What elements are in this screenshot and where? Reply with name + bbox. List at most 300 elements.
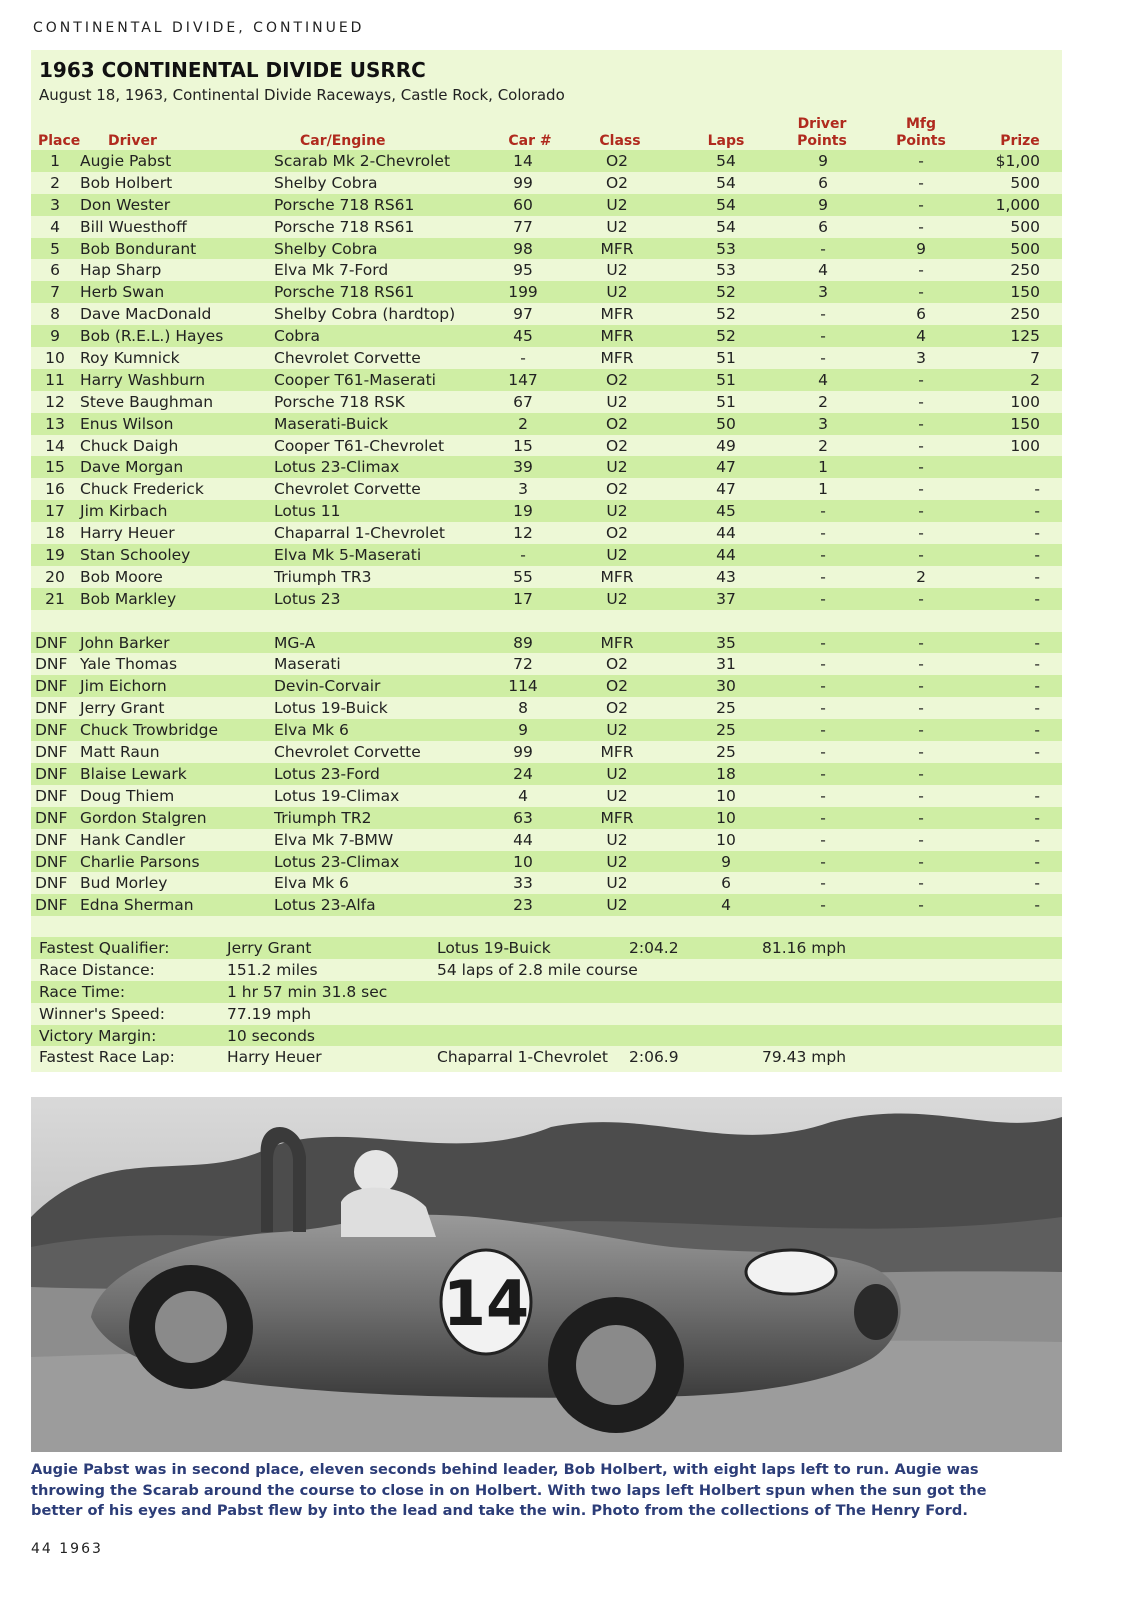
stat-car: Lotus 19-Buick	[437, 939, 551, 957]
class-cell: U2	[606, 852, 628, 871]
place-cell: 14	[45, 436, 65, 455]
table-row	[31, 281, 1062, 303]
car-number-cell: 15	[513, 436, 533, 455]
header-prize: Prize	[1000, 133, 1040, 149]
driver-cell: Steve Baughman	[80, 392, 214, 411]
car-engine-cell: Chevrolet Corvette	[274, 743, 421, 762]
car-engine-cell: Lotus 19-Climax	[274, 786, 400, 805]
stat-label: Winner's Speed:	[39, 1004, 165, 1023]
car-number-cell: 33	[513, 874, 533, 893]
car-engine-cell: Porsche 718 RS61	[274, 217, 415, 236]
mfg-points-cell: -	[918, 392, 924, 411]
class-cell: U2	[606, 830, 628, 849]
driver-points-cell: 4	[818, 261, 828, 280]
driver-points-cell: 1	[818, 480, 828, 499]
driver-points-cell: -	[820, 721, 826, 740]
laps-cell: 54	[716, 173, 736, 192]
car-number-cell: 147	[508, 370, 538, 389]
car-engine-cell: Triumph TR2	[274, 808, 372, 827]
driver-cell: Charlie Parsons	[80, 852, 200, 871]
laps-cell: 10	[716, 808, 736, 827]
driver-cell: Hank Candler	[80, 830, 186, 849]
prize-cell: -	[1034, 677, 1040, 696]
place-cell: 7	[50, 283, 60, 302]
car-number-cell: 44	[513, 830, 533, 849]
car-engine-cell: Cooper T61-Chevrolet	[274, 436, 445, 455]
prize-cell: 500	[1010, 173, 1040, 192]
place-cell: 4	[50, 217, 60, 236]
place-cell: DNF	[35, 633, 68, 652]
prize-cell: -	[1034, 546, 1040, 565]
place-cell: 13	[45, 414, 65, 433]
class-cell: O2	[605, 480, 629, 499]
driver-cell: Doug Thiem	[80, 786, 175, 805]
driver-points-cell: -	[820, 524, 826, 543]
stat-row	[31, 1025, 1062, 1047]
car-engine-cell: Scarab Mk 2-Chevrolet	[274, 152, 451, 170]
prize-cell: -	[1034, 699, 1040, 718]
mfg-points-cell: -	[918, 808, 924, 827]
driver-points-cell: 2	[818, 392, 828, 411]
class-cell: MFR	[600, 305, 634, 324]
car-number-cell: 114	[508, 677, 538, 696]
class-cell: O2	[605, 370, 629, 389]
car-engine-cell: MG-A	[274, 633, 316, 652]
table-row	[31, 632, 1062, 654]
prize-cell: -	[1034, 567, 1040, 586]
prize-cell: 2	[1030, 370, 1040, 389]
driver-cell: Don Wester	[80, 195, 171, 214]
driver-points-cell: -	[820, 502, 826, 521]
car-engine-cell: Lotus 23-Ford	[274, 764, 380, 783]
driver-cell: Jim Eichorn	[80, 677, 167, 696]
class-cell: O2	[605, 699, 629, 718]
place-cell: DNF	[35, 896, 68, 915]
table-row	[31, 566, 1062, 588]
car-number-cell: 3	[518, 480, 528, 499]
prize-cell: -	[1034, 502, 1040, 521]
driver-points-cell: -	[820, 699, 826, 718]
prize-cell: -	[1034, 874, 1040, 893]
driver-points-cell: -	[820, 239, 826, 258]
laps-cell: 18	[716, 764, 736, 783]
class-cell: U2	[606, 458, 628, 477]
class-cell: O2	[605, 677, 629, 696]
table-row	[31, 588, 1062, 610]
car-number-cell: -	[520, 546, 526, 565]
race-title: 1963 CONTINENTAL DIVIDE USRRC	[39, 58, 426, 82]
driver-points-cell: -	[820, 633, 826, 652]
prize-cell: -	[1034, 852, 1040, 871]
car-engine-cell: Lotus 23	[274, 589, 341, 608]
car-engine-cell: Elva Mk 6	[274, 874, 349, 893]
place-cell: DNF	[35, 743, 68, 762]
laps-cell: 52	[716, 305, 736, 324]
table-row	[31, 369, 1062, 391]
results-table	[31, 150, 1062, 916]
place-cell: 10	[45, 349, 65, 368]
driver-points-cell: -	[820, 567, 826, 586]
car-number-cell: -	[520, 349, 526, 368]
mfg-points-cell: -	[918, 261, 924, 280]
header-place: Place	[38, 133, 81, 149]
place-cell: 12	[45, 392, 65, 411]
class-cell: O2	[605, 524, 629, 543]
car-engine-cell: Porsche 718 RSK	[274, 392, 405, 411]
driver-cell: Yale Thomas	[80, 655, 178, 674]
driver-points-cell: 6	[818, 173, 828, 192]
mfg-points-cell: -	[918, 699, 924, 718]
stat-row	[31, 981, 1062, 1003]
driver-points-cell: -	[820, 743, 826, 762]
driver-points-cell: -	[820, 896, 826, 915]
prize-cell: 250	[1010, 261, 1040, 280]
prize-cell: 150	[1010, 414, 1040, 433]
driver-points-cell: -	[820, 852, 826, 871]
table-row	[31, 807, 1062, 829]
car-number-cell: 99	[513, 743, 533, 762]
mfg-points-cell: -	[918, 173, 924, 192]
header-mfg-points: Mfg Points	[896, 116, 946, 149]
prize-cell: -	[1034, 896, 1040, 915]
driver-points-cell: -	[820, 764, 826, 783]
class-cell: O2	[605, 173, 629, 192]
laps-cell: 50	[716, 414, 736, 433]
place-cell: 9	[50, 327, 60, 346]
car-number-cell: 23	[513, 896, 533, 915]
driver-points-cell: -	[820, 327, 826, 346]
laps-cell: 25	[716, 699, 736, 718]
laps-cell: 52	[716, 327, 736, 346]
car-number-cell: 89	[513, 633, 533, 652]
driver-points-cell: -	[820, 546, 826, 565]
car-number-cell: 17	[513, 589, 533, 608]
car-number-cell: 55	[513, 567, 533, 586]
laps-cell: 9	[721, 852, 731, 871]
mfg-points-cell: -	[918, 589, 924, 608]
car-engine-cell: Lotus 23-Alfa	[274, 896, 376, 915]
mfg-points-cell: -	[918, 633, 924, 652]
class-cell: MFR	[600, 327, 634, 346]
photo-caption: Augie Pabst was in second place, eleven seconds behind leader, Bob Holbert, with eight laps left to run. Augie was throwing the Scarab around the course to close in on Holbert. With two laps left Holbert spun when the sun got the better of his eyes and Pabst flew by into the lead and take the win. Photo from the collections of The Henry Ford.	[31, 1461, 987, 1519]
prize-cell: 150	[1010, 283, 1040, 302]
mfg-points-cell: -	[918, 896, 924, 915]
car-number-cell: 67	[513, 392, 533, 411]
laps-cell: 54	[716, 152, 736, 170]
header-laps: Laps	[707, 133, 745, 149]
driver-points-cell: 9	[818, 195, 828, 214]
mfg-points-cell: -	[918, 721, 924, 740]
mfg-points-cell: -	[918, 414, 924, 433]
place-cell: DNF	[35, 830, 68, 849]
car-number-cell: 12	[513, 524, 533, 543]
car-number-cell: 4	[518, 786, 528, 805]
driver-cell: Bob Markley	[80, 589, 177, 608]
driver-points-cell: -	[820, 655, 826, 674]
table-row	[31, 697, 1062, 719]
laps-cell: 53	[716, 239, 736, 258]
driver-cell: Jerry Grant	[80, 699, 165, 718]
car-engine-cell: Cooper T61-Maserati	[274, 370, 436, 389]
mfg-points-cell: -	[918, 743, 924, 762]
car-number-cell: 14	[513, 152, 533, 170]
mfg-points-cell: -	[918, 458, 924, 477]
mfg-points-cell: -	[918, 217, 924, 236]
driver-cell: Harry Heuer	[80, 524, 175, 543]
driver-cell: Bob Holbert	[80, 173, 173, 192]
stat-row	[31, 959, 1062, 981]
driver-cell: Harry Washburn	[80, 370, 206, 389]
car-engine-cell: Lotus 11	[274, 502, 341, 521]
car-engine-cell: Shelby Cobra	[274, 173, 378, 192]
table-row	[31, 719, 1062, 741]
laps-cell: 45	[716, 502, 736, 521]
laps-cell: 52	[716, 283, 736, 302]
stat-row	[31, 1046, 1062, 1068]
place-cell: DNF	[35, 786, 68, 805]
car-number-cell: 2	[518, 414, 528, 433]
prize-cell: 7	[1030, 349, 1040, 368]
laps-cell: 31	[716, 655, 736, 674]
table-row	[31, 675, 1062, 697]
car-engine-cell: Porsche 718 RS61	[274, 195, 415, 214]
class-cell: U2	[606, 764, 628, 783]
table-row	[31, 741, 1062, 763]
prize-cell: -	[1034, 655, 1040, 674]
driver-cell: Chuck Trowbridge	[80, 721, 219, 740]
mfg-points-cell: -	[918, 546, 924, 565]
driver-cell: Roy Kumnick	[80, 349, 180, 368]
table-row	[31, 325, 1062, 347]
class-cell: O2	[605, 436, 629, 455]
car-engine-cell: Chaparral 1-Chevrolet	[274, 524, 445, 543]
race-photo	[31, 1097, 1062, 1452]
driver-cell: Bob Moore	[80, 567, 163, 586]
header-driver: Driver	[108, 133, 157, 149]
prize-cell: 125	[1010, 327, 1040, 346]
header-class: Class	[599, 133, 641, 149]
stat-label: Fastest Qualifier:	[39, 939, 170, 957]
header-driver-points: Driver Points	[797, 116, 847, 149]
mfg-points-cell: -	[918, 852, 924, 871]
table-row	[31, 456, 1062, 478]
class-cell: U2	[606, 786, 628, 805]
car-number-cell: 63	[513, 808, 533, 827]
car-number-cell: 19	[513, 502, 533, 521]
stat-speed: 79.43 mph	[762, 1048, 847, 1067]
prize-cell: 250	[1010, 305, 1040, 324]
prize-cell: 1,000	[995, 195, 1040, 214]
table-row	[31, 194, 1062, 216]
place-cell: DNF	[35, 808, 68, 827]
mfg-points-cell: -	[918, 283, 924, 302]
driver-cell: Bill Wuesthoff	[80, 217, 187, 236]
table-row	[31, 653, 1062, 675]
class-cell: U2	[606, 195, 628, 214]
stat-label: Race Time:	[39, 982, 126, 1001]
car-engine-cell: Chevrolet Corvette	[274, 349, 421, 368]
table-row	[31, 785, 1062, 807]
stat-row	[31, 937, 1062, 959]
prize-cell: -	[1034, 633, 1040, 652]
table-row	[31, 435, 1062, 457]
mfg-points-cell: -	[918, 786, 924, 805]
car-engine-cell: Porsche 718 RS61	[274, 283, 415, 302]
laps-cell: 10	[716, 786, 736, 805]
class-cell: U2	[606, 261, 628, 280]
mfg-points-cell: -	[918, 480, 924, 499]
car-number-cell: 39	[513, 458, 533, 477]
car-number-cell: 72	[513, 655, 533, 674]
laps-cell: 47	[716, 458, 736, 477]
car-number-cell: 60	[513, 195, 533, 214]
class-cell: U2	[606, 721, 628, 740]
table-row	[31, 500, 1062, 522]
prize-cell: 500	[1010, 239, 1040, 258]
driver-points-cell: 3	[818, 283, 828, 302]
place-cell: 21	[45, 589, 65, 608]
car-engine-cell: Elva Mk 6	[274, 721, 349, 740]
laps-cell: 54	[716, 195, 736, 214]
stat-car: 54 laps of 2.8 mile course	[437, 960, 638, 979]
stat-value: Jerry Grant	[227, 939, 312, 957]
driver-points-cell: 2	[818, 436, 828, 455]
driver-points-cell: -	[820, 305, 826, 324]
class-cell: U2	[606, 392, 628, 411]
laps-cell: 53	[716, 261, 736, 280]
table-row	[31, 763, 1062, 785]
car-engine-cell: Devin-Corvair	[274, 677, 381, 696]
place-cell: 11	[45, 370, 65, 389]
class-cell: MFR	[600, 743, 634, 762]
table-row	[31, 216, 1062, 238]
driver-points-cell: -	[820, 589, 826, 608]
table-row	[31, 872, 1062, 894]
car-engine-cell: Elva Mk 5-Maserati	[274, 546, 422, 565]
header-car-engine: Car/Engine	[300, 133, 386, 149]
laps-cell: 49	[716, 436, 736, 455]
driver-points-cell: -	[820, 349, 826, 368]
place-cell: 2	[50, 173, 60, 192]
stat-car: Chaparral 1-Chevrolet	[437, 1048, 608, 1067]
driver-cell: Chuck Frederick	[80, 480, 204, 499]
car-engine-cell: Triumph TR3	[274, 567, 372, 586]
car-engine-cell: Shelby Cobra (hardtop)	[274, 305, 456, 324]
table-spacer	[31, 610, 1062, 632]
mfg-points-cell: 4	[916, 327, 926, 346]
laps-cell: 4	[721, 896, 731, 915]
prize-cell: -	[1034, 808, 1040, 827]
place-cell: 3	[50, 195, 60, 214]
laps-cell: 35	[716, 633, 736, 652]
mfg-points-cell: -	[918, 502, 924, 521]
place-cell: 17	[45, 502, 65, 521]
mfg-points-cell: -	[918, 152, 924, 170]
car-number-cell: 77	[513, 217, 533, 236]
driver-points-cell: 3	[818, 414, 828, 433]
stat-speed: 81.16 mph	[762, 939, 847, 957]
page-folio: 44 1963	[31, 1541, 103, 1557]
prize-cell: -	[1034, 786, 1040, 805]
driver-points-cell: -	[820, 677, 826, 696]
header-car-number: Car #	[508, 133, 552, 149]
driver-cell: Bob (R.E.L.) Hayes	[80, 327, 224, 346]
car-engine-cell: Chevrolet Corvette	[274, 480, 421, 499]
mfg-points-cell: 6	[916, 305, 926, 324]
mfg-points-cell: -	[918, 370, 924, 389]
driver-points-cell: -	[820, 874, 826, 893]
laps-cell: 47	[716, 480, 736, 499]
class-cell: MFR	[600, 567, 634, 586]
mfg-points-cell: 2	[916, 567, 926, 586]
laps-cell: 51	[716, 349, 736, 368]
table-row	[31, 829, 1062, 851]
class-cell: MFR	[600, 349, 634, 368]
stat-value: 77.19 mph	[227, 1004, 312, 1023]
driver-cell: John Barker	[80, 633, 170, 652]
car-number-cell: 99	[513, 173, 533, 192]
laps-cell: 44	[716, 546, 736, 565]
stat-value: 1 hr 57 min 31.8 sec	[227, 982, 388, 1001]
laps-cell: 43	[716, 567, 736, 586]
laps-cell: 51	[716, 370, 736, 389]
stat-label: Victory Margin:	[39, 1026, 157, 1045]
place-cell: 18	[45, 524, 65, 543]
class-cell: U2	[606, 217, 628, 236]
place-cell: 5	[50, 239, 60, 258]
car-engine-cell: Elva Mk 7-Ford	[274, 261, 389, 280]
class-cell: O2	[605, 655, 629, 674]
class-cell: U2	[606, 546, 628, 565]
place-cell: DNF	[35, 677, 68, 696]
car-engine-cell: Lotus 19-Buick	[274, 699, 388, 718]
driver-points-cell: 4	[818, 370, 828, 389]
driver-cell: Chuck Daigh	[80, 436, 179, 455]
prize-cell: $1,00	[995, 152, 1040, 170]
driver-points-cell: 9	[818, 152, 828, 170]
class-cell: U2	[606, 896, 628, 915]
car-engine-cell: Lotus 23-Climax	[274, 852, 400, 871]
driver-cell: Hap Sharp	[80, 261, 162, 280]
car-number-cell: 45	[513, 327, 533, 346]
place-cell: 16	[45, 480, 65, 499]
place-cell: 6	[50, 261, 60, 280]
stat-value: Harry Heuer	[227, 1048, 322, 1067]
prize-cell: -	[1034, 743, 1040, 762]
laps-cell: 25	[716, 743, 736, 762]
table-row	[31, 303, 1062, 325]
table-row	[31, 150, 1062, 172]
place-cell: 1	[50, 152, 60, 170]
table-row	[31, 172, 1062, 194]
table-row	[31, 347, 1062, 369]
driver-cell: Matt Raun	[80, 743, 160, 762]
car-number-cell: 8	[518, 699, 528, 718]
mfg-points-cell: 3	[916, 349, 926, 368]
driver-cell: Augie Pabst	[80, 152, 172, 170]
laps-cell: 44	[716, 524, 736, 543]
place-cell: 19	[45, 546, 65, 565]
laps-cell: 30	[716, 677, 736, 696]
class-cell: O2	[605, 152, 629, 170]
driver-points-cell: 1	[818, 458, 828, 477]
laps-cell: 6	[721, 874, 731, 893]
place-cell: 8	[50, 305, 60, 324]
prize-cell: 100	[1010, 436, 1040, 455]
place-cell: DNF	[35, 655, 68, 674]
laps-cell: 25	[716, 721, 736, 740]
car-number-cell: 199	[508, 283, 538, 302]
